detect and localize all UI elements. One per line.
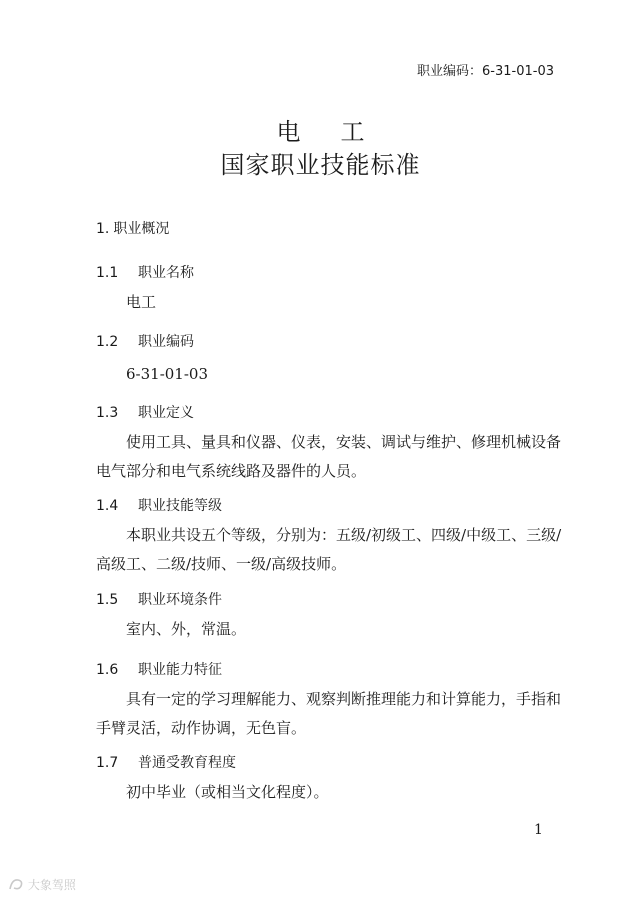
section-body: 6-31-01-03	[126, 365, 209, 383]
section-number: 1.6	[96, 662, 119, 678]
section-heading	[96, 659, 222, 679]
section-body: 初中毕业（或相当文化程度）。	[126, 783, 329, 801]
watermark-text: 大象驾照	[27, 878, 76, 892]
section-heading	[96, 331, 194, 351]
section-heading	[96, 752, 236, 772]
section-number: 1.2	[96, 334, 119, 350]
section-title: 职业定义	[138, 405, 194, 421]
section-heading	[96, 589, 222, 609]
section-body: 具有一定的学习理解能力、观察判断推理能力和计算能力，手指和手臂灵活，动作协调，无色盲。	[96, 690, 562, 737]
section-number: 1.4	[96, 498, 119, 514]
section-body: 电工	[126, 293, 157, 311]
section-heading	[96, 262, 194, 282]
section-title: 职业编码	[138, 334, 194, 350]
document-title: 电工	[276, 118, 405, 146]
section-heading	[96, 218, 169, 238]
watermark-logo-icon	[8, 877, 24, 891]
section-title: 职业技能等级	[138, 498, 222, 514]
section-number: 1.	[96, 221, 110, 237]
section-heading	[96, 495, 222, 515]
section-body: 使用工具、量具和仪器、仪表，安装、调试与维护、修理机械设备电气部分和电气系统线路及器件的人员。	[96, 433, 562, 480]
section-heading	[96, 402, 194, 422]
section-number: 1.3	[96, 405, 119, 421]
section-number: 1.5	[96, 592, 119, 608]
section-title: 职业概况	[113, 221, 170, 237]
section-body: 室内、外，常温。	[126, 620, 247, 638]
occupation-code: 职业编码：6-31-01-03	[417, 64, 554, 79]
document-subtitle: 国家职业技能标准	[220, 151, 421, 179]
watermark	[8, 876, 76, 893]
section-title: 职业环境条件	[138, 592, 222, 608]
section-body: 本职业共设五个等级，分别为：五级/初级工、四级/中级工、三级/高级工、二级/技师、一级/高级技师。	[96, 526, 562, 573]
section-number: 1.7	[96, 755, 119, 771]
section-title: 普通受教育程度	[138, 755, 236, 771]
section-title: 职业能力特征	[138, 662, 222, 678]
section-title: 职业名称	[138, 265, 194, 281]
page-number: 1	[534, 822, 543, 838]
section-number: 1.1	[96, 265, 119, 281]
